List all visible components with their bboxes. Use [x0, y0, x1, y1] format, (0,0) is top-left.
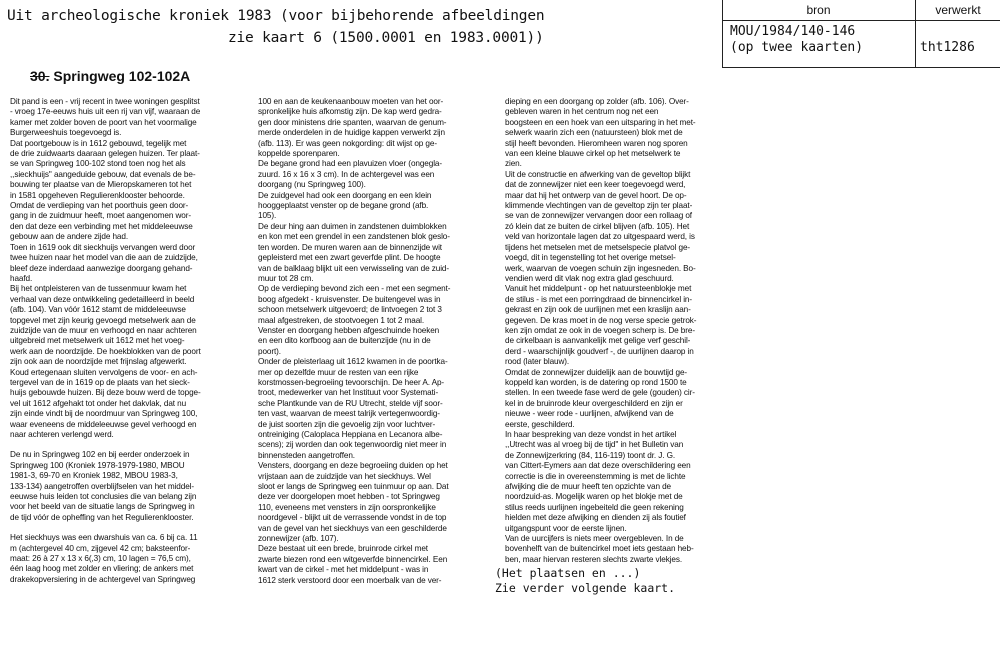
- text-line: Vensters, doorgang en deze begroeiing duiden op het: [258, 461, 448, 471]
- text-line: ,,sieckhuijs'' aangeduide gebouw, dat evenals de be-: [10, 169, 196, 179]
- text-line: de stilus - is met een porringdraad de binnencirkel in-: [505, 294, 693, 304]
- text-line: deze ver doorgelopen moet hebben - tot Springweg: [258, 492, 440, 502]
- text-line: eeuwse huis leiden tot conclusies die van belang zijn: [10, 492, 197, 502]
- text-line: bleef deze inderdaad aanwezige doorgang gehand-: [10, 263, 193, 273]
- text-line: m (achtergevel 40 cm, zijgevel 42 cm; baksteenfor-: [10, 543, 191, 553]
- text-line: voor het beeld van de situatie langs de Springweg in: [10, 502, 195, 512]
- text-line: Venster en doorgang hebben afgeschuinde hoeken: [258, 325, 440, 335]
- text-line: doorgang (nu Springweg 100).: [258, 180, 366, 190]
- text-line: Onder de pleisterlaag uit 1612 kwamen in de poortka-: [258, 357, 448, 367]
- text-line: van de balklaag blijkt uit een verwisseling van de zuid-: [258, 263, 450, 273]
- text-line: de cirkelbaan is aanvankelijk met gelige verf geschil-: [505, 336, 691, 346]
- text-line: noordzuid-as. Mogelijk waren op het blokje met de: [505, 492, 683, 502]
- source-line-2: (op twee kaarten): [730, 40, 864, 55]
- text-line: eerste, geschilderd.: [505, 419, 575, 429]
- text-line: poort).: [258, 346, 281, 356]
- article-title: [30, 68, 190, 84]
- text-line: korstmossen-begroeiing tevoorschijn. De heer A. Ap-: [258, 377, 445, 387]
- article-title-text: Springweg 102-102A: [53, 68, 191, 84]
- text-line: bouwing ter plaatse van de Mieropskameren tot het: [10, 180, 192, 190]
- text-line: veld van horizontale lagen dat zo uitgespaard werd, is: [505, 232, 695, 242]
- text-line: 110, eveneens met vensters in zijn oorspronkelijke: [258, 502, 436, 512]
- verwerkt-value: tht1286: [920, 40, 975, 55]
- text-line: Deze bestaat uit een brede, bruinrode cirkel met: [258, 544, 428, 554]
- text-line: Dat poortgebouw is in 1612 gebouwd, tegelijk met: [10, 138, 187, 148]
- meta-divider-bottom: [722, 67, 1000, 68]
- text-line: voegd, dit in tegenstelling tot het overige metsel-: [505, 253, 676, 263]
- text-line: van de gevel van het sieckhuys van een geschilderde: [258, 523, 447, 533]
- text-line: ontreiniging (Caloplaca Heppiana en Lecanora albe-: [258, 430, 443, 439]
- text-line: hooggeplaatst venster op de begane grond (afb.: [258, 201, 429, 211]
- text-line: Uit de constructie en afwerking van de geveltop blijkt: [505, 169, 691, 179]
- text-line: Toen in 1619 ook dit sieckhuijs vervangen werd door: [10, 242, 196, 252]
- text-line: (afb. 104). Van vóór 1612 stamt de middeleeuwse: [10, 305, 186, 315]
- text-line: maal afgestreken, de stootvoegen 1 tot 2 maal.: [258, 315, 425, 325]
- article-number: 30.: [30, 68, 50, 84]
- text-line: Koud ertegenaan sluiten vervolgens de voor- en ach-: [10, 367, 198, 377]
- text-line: selwerk waarin zich een (natuursteen) blok met de: [505, 128, 683, 138]
- text-column-2: [258, 97, 498, 586]
- text-line: In haar bespreking van deze vondst in het artikel: [505, 430, 677, 439]
- text-line: De zuidgevel had ook een doorgang en een klein: [258, 190, 432, 200]
- verwerkt-label: verwerkt: [935, 3, 981, 17]
- text-line: kel in de bruinrode kleur overgeschilderd en zijn er: [505, 398, 683, 408]
- text-line: vel uit 1612 afgehakt tot onder het dakvlak, dat nu: [10, 398, 187, 408]
- text-line: gen door ministens drie spanten, waarvan de genum-: [258, 117, 447, 127]
- text-line: dieping en een doorgang op zolder (afb. 106). Over-: [505, 97, 689, 106]
- text-line: Burgerweeshuis toegevoegd is.: [10, 128, 122, 138]
- text-line: Omdat de verdieping van het poorthuis geen door-: [10, 201, 189, 211]
- text-line: binnensteden aangetroffen.: [258, 450, 355, 460]
- text-line: afwijking die de muur heeft ten opzichte van de: [505, 482, 671, 492]
- text-line: waar eveneens de middeleeuwse gevel verhoogd en: [10, 419, 197, 429]
- text-line: van Cittert-Eymers aan dat deze overschildering een: [505, 461, 691, 471]
- text-column-1: [10, 97, 252, 585]
- text-line: de drie zuidwaarts daaraan gelegen huizen. Ter plaat-: [10, 149, 200, 159]
- text-line: 105).: [258, 211, 277, 221]
- text-line: vendien werd dit vlak nog extra glad geschuurd.: [505, 273, 674, 283]
- text-line: 100 en aan de keukenaanbouw moeten van het oor-: [258, 97, 444, 106]
- text-line: de juist soorten zijn die gevoelig zijn voor luchtver-: [258, 419, 436, 429]
- text-line: dat de zonnewijzer niet een keer toegevoegd werd,: [505, 180, 686, 190]
- text-line: schoon metselwerk uitgevoerd; de lintvoegen 2 tot 3: [258, 305, 442, 315]
- header-line-2: zie kaart 6 (1500.0001 en 1983.0001)): [228, 30, 544, 46]
- text-line: correctie is die in overeenstemming is met de lichte: [505, 471, 686, 481]
- note-line-2: Zie verder volgende kaart.: [495, 581, 676, 595]
- text-line: muur tot 28 cm.: [258, 273, 314, 283]
- text-line: De nu in Springweg 102 en bij eerder onderzoek in: [10, 450, 190, 460]
- text-line: gekrast en zijn ook de uurlijnen met een kraslijn aan-: [505, 305, 691, 315]
- text-line: gepleisterd met een zwart geverfde plint. De hoogte: [258, 253, 441, 263]
- text-line: en kon met een grendel in een zandstenen blok geslo-: [258, 232, 450, 242]
- text-line: uitgebreid met metselwerk uit 1612 met het voeg-: [10, 336, 185, 346]
- text-line: troot, medewerker van het Instituut voor Systemati-: [258, 388, 439, 398]
- text-line: noordgevel - blijkt uit de verrassende vondst in de top: [258, 513, 447, 523]
- text-line: Het sieckhuys was een dwarshuis van ca. 6 bij ca. 11: [10, 533, 198, 543]
- text-line: spronkelijke huis afkomstig zijn. De kap werd gedra-: [258, 107, 442, 117]
- text-line: boog afgedekt - kruisvenster. De buitengevel was in: [258, 294, 441, 304]
- text-line: gebleven waren in het centrum nog net een: [505, 107, 659, 117]
- text-line: kamer met zolder boven de poort van het voormalige: [10, 117, 197, 127]
- text-line: ,,Utrecht was al vroeg bij de tijd'' in het Bulletin van: [505, 440, 684, 450]
- meta-divider-header: [722, 20, 1000, 21]
- meta-box: [722, 0, 1000, 68]
- text-line: in 1581 opgeheven Regulierenklooster behoorde.: [10, 190, 185, 200]
- text-line: Op de verdieping bevond zich een - met een segment-: [258, 284, 451, 294]
- text-line: topgevel met zijn keurig gevoegd metselwerk aan de: [10, 315, 196, 325]
- text-line: koppeld kan worden, is de datering op rond 1500 te: [505, 377, 687, 387]
- text-line: stijl heeft bevonden. Hieromheen waren nog sporen: [505, 138, 688, 148]
- text-line: uitgangspunt voor de eerste lijnen.: [505, 523, 627, 533]
- text-line: [10, 523, 252, 533]
- text-line: maar dat hij het ontwerp van de gevel hoort. De op-: [505, 190, 687, 200]
- text-line: zonnewijzer (afb. 107).: [258, 534, 339, 544]
- text-line: zuidzijde van de muur en verhoogd en naar achteren: [10, 325, 197, 335]
- text-line: huijs gebouwde huizen. Bij deze bouw werd de topge-: [10, 388, 201, 398]
- text-line: zó klein dat ze buiten de cirkel blijven (afb. 105). Het: [505, 221, 690, 231]
- text-line: rood (later blauw).: [505, 357, 570, 367]
- text-line: koppelde sporenparen.: [258, 149, 340, 159]
- text-line: nieuwe - weer rode - uurlijnen, afwijkend van de: [505, 409, 674, 419]
- text-line: één laag hoog met zolder en vliering; de ankers met: [10, 564, 194, 574]
- text-line: de Zonnewijzerkring (84, 116-119) toont dr. J. G.: [505, 450, 676, 460]
- text-line: verhaal van deze ontwikkeling gedetailleerd in beeld: [10, 294, 195, 304]
- text-line: gebouw aan de andere zijde had.: [10, 232, 128, 242]
- text-line: twee huizen naar het model van die aan de zuidzijde,: [10, 253, 198, 263]
- text-line: en een dito korfboog aan de buitenzijde (nu in de: [258, 336, 431, 346]
- text-line: derd - waarschijnlijk goudverf -, de uurlijnen daarop in: [505, 346, 694, 356]
- text-line: maat: 26 à 27 x 13 x 6(,3) cm, 10 lagen = 76,5 cm),: [10, 554, 191, 564]
- text-line: zien.: [505, 159, 522, 169]
- text-line: gegeven. De kras moet in de nog verse specie getrok-: [505, 315, 697, 325]
- text-line: se van de zonnewijzer vervangen door een rollaag of: [505, 211, 692, 221]
- text-line: hielden met deze afwijking en dienden zij als foutief: [505, 513, 686, 523]
- text-line: 133-134) aangetroffen overblijfselen van het middel-: [10, 481, 194, 491]
- text-line: [10, 440, 252, 450]
- text-line: Omdat de zonnewijzer duidelijk aan de bouwtijd ge-: [505, 367, 688, 377]
- text-line: de tijd vóór de opheffing van het Regulierenklooster.: [10, 512, 194, 522]
- text-line: zuurd. 16 x 16 x 3 cm). In de achtergevel was een: [258, 169, 435, 179]
- text-line: De begane grond had een plavuizen vloer (ongegla-: [258, 159, 443, 169]
- text-line: zijn ook aan de noordzijde met frijnslag afgewerkt.: [10, 357, 187, 367]
- text-line: vrijstaan aan de zuidzijde van het sieckhuys. Wel: [258, 471, 431, 481]
- source-line-1: MOU/1984/140-146: [730, 24, 856, 39]
- header-line-1: Uit archeologische kroniek 1983 (voor bijbehorende afbeeldingen: [7, 8, 545, 24]
- text-line: haafd.: [10, 273, 33, 283]
- note-line-1: (Het plaatsen en ...): [495, 566, 641, 580]
- text-line: (afb. 113). Er was geen nokgording: dit wijst op ge-: [258, 138, 437, 148]
- text-line: 1981-3, 69-70 en Kroniek 1982, MBOU 1983-3,: [10, 471, 178, 481]
- text-line: Bij het ontpleisteren van de tussenmuur kwam het: [10, 284, 187, 294]
- text-line: sloot er langs de Springweg een tuinmuur op aan. Dat: [258, 482, 449, 492]
- text-line: Van de uurcijfers is niets meer overgebleven. In de: [505, 534, 684, 544]
- text-line: naar achteren verlengd werd.: [10, 430, 114, 439]
- text-column-3: [505, 97, 750, 565]
- bron-label: bron: [806, 3, 831, 17]
- text-line: stellen. In een tweede fase werd de gele (gouden) cir-: [505, 388, 695, 398]
- text-line: ben, maar hiervan resteren slechts zwarte vlekjes.: [505, 554, 683, 564]
- text-line: 1612 sterk verstoord door een moerbalk van de ver-: [258, 575, 442, 585]
- text-line: Springweg 100 (Kroniek 1978-1979-1980, MBOU: [10, 460, 185, 470]
- continuation-note: [495, 566, 675, 596]
- text-line: zijn einde vindt bij de noordmuur van Springweg 100,: [10, 409, 198, 419]
- text-line: tijdens het metselen met de metselspecie platvol ge-: [505, 242, 691, 252]
- text-line: sche Plantkunde van de RU Utrecht, stelde vijf soor-: [258, 398, 443, 408]
- text-line: mer op dezelfde muur de resten van een rijke: [258, 367, 419, 377]
- text-line: ten vast, waarvan de meest talrijk vertegenwoordig-: [258, 409, 440, 419]
- text-line: kwart van de cirkel - met het middelpunt - was in: [258, 565, 429, 575]
- text-line: van een kleine blauwe cirkel op het metselwerk te: [505, 149, 681, 159]
- text-line: werk, waarvan de voegen schuin zijn ingesneden. Bo-: [505, 263, 696, 273]
- text-line: klimmende vlechtingen van de geveltop zijn ter plaat-: [505, 201, 693, 211]
- text-line: De deur hing aan duimen in zandstenen duimblokken: [258, 221, 447, 231]
- text-line: drakekopversiering in de achtergevel van Springweg: [10, 574, 196, 584]
- text-line: scens); zij worden dan ook tegenwoordig niet meer in: [258, 440, 447, 450]
- text-line: werk aan de noordzijde. De hoekblokken van de poort: [10, 346, 201, 356]
- text-line: gang in de zuidmuur heeft, moet aangenomen wor-: [10, 211, 191, 221]
- text-line: zwarte biezen rond een witgeverfde binnencirkel. Een: [258, 554, 448, 564]
- text-line: den dat deze een verbinding met het middeleeuwse: [10, 221, 193, 231]
- text-line: bovenhelft van de buitencirkel moet iets gestaan heb-: [505, 544, 694, 554]
- text-line: merde onderdelen in de huidige kappen verwerkt zijn: [258, 128, 445, 138]
- text-line: se van Springweg 100-102 stond toen nog het als: [10, 159, 186, 169]
- text-line: - vroeg 17e-eeuws huis uit een rij van vijf, waaraan de: [10, 107, 201, 117]
- text-line: Dit pand is een - vrij recent in twee woningen gesplitst: [10, 97, 200, 106]
- text-line: boogsteen en een hoek van een uitsparing in het met-: [505, 117, 696, 127]
- text-line: ken zijn omdat ze ook in de voegen scherp is. De bre-: [505, 325, 695, 335]
- text-line: stilus reeds uurlijnen ingebeiteld die geen rekening: [505, 502, 684, 512]
- text-line: tergevel van de in 1619 op de plaats van het sieck-: [10, 377, 190, 387]
- text-line: Vanuit het middelpunt - op het natuursteenblokje met: [505, 284, 692, 294]
- text-line: ten worden. De muren waren aan de binnenzijde wit: [258, 242, 442, 252]
